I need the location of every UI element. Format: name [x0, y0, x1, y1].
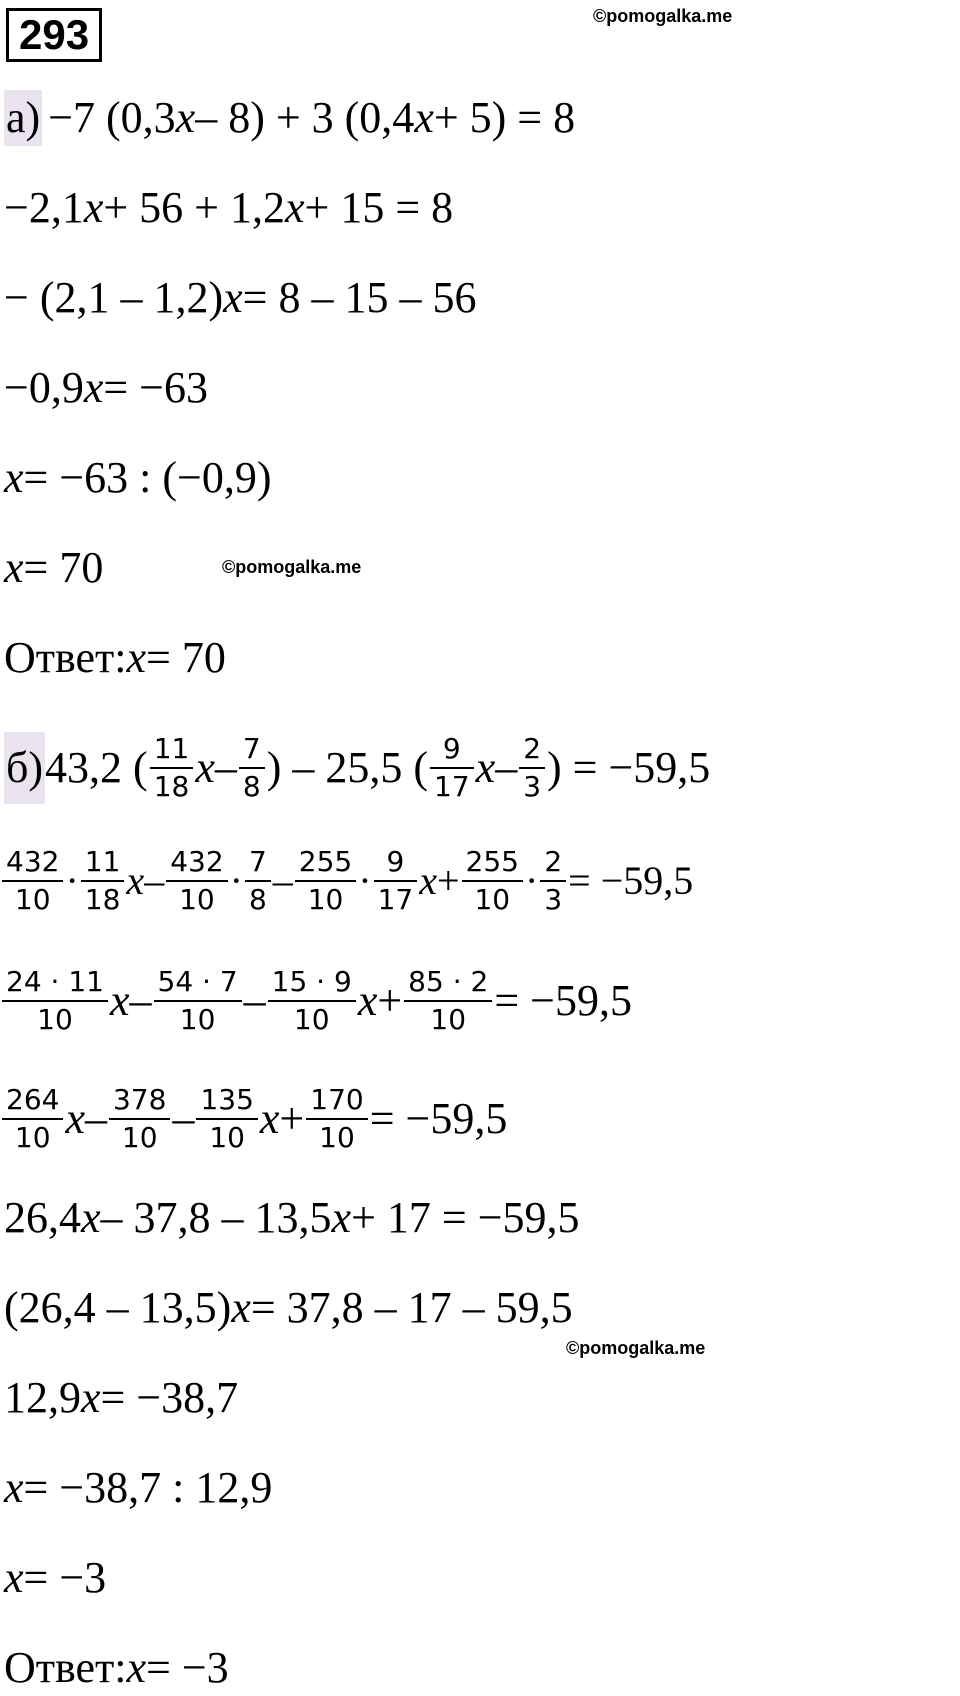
part-a-step-1: −2,1 x + 56 + 1,2 x + 15 = 8 — [4, 183, 454, 232]
fraction: $\frac{264}{10}$ — [4, 1084, 61, 1154]
part-b-step-1: $\frac{432}{10}$ · $\frac{11}{18}$ x – $\frac{432}{10}$ · $\frac{7}{8}$ – $\frac{255}{10}$ · $\frac{9}{17}$ x + $\frac{255}{10}$ · $\frac{2}{3}$ = −59,5 — [4, 846, 693, 916]
part-b-step-8: x = −3 — [4, 1553, 107, 1602]
fraction: $\frac{9}{17}$ — [376, 846, 416, 916]
fraction: $\frac{2}{3}$ — [542, 846, 564, 916]
part-b-step-2: $\frac{24 \cdot 11}{10}$ x – $\frac{54 \cdot 7}{10}$ – $\frac{15 \cdot 9}{10}$ x + $\frac{85 \cdot 2}{10}$ = −59,5 — [4, 966, 632, 1036]
part-b-answer: Ответ: x = −3 — [4, 1643, 229, 1692]
part-a-step-2: − (2,1 – 1,2) x = 8 – 15 – 56 — [4, 273, 477, 322]
fraction: $\frac{2}{3}$ — [521, 733, 543, 803]
fraction: $\frac{432}{10}$ — [4, 846, 61, 916]
watermark: ©pomogalka.me — [593, 6, 733, 26]
part-b-step-5: (26,4 – 13,5) x = 37,8 – 17 – 59,5 — [4, 1283, 573, 1332]
part-a-step-3: −0,9 x = −63 — [4, 363, 208, 412]
fraction: $\frac{135}{10}$ — [198, 1084, 255, 1154]
fraction: $\frac{432}{10}$ — [168, 846, 225, 916]
part-b-equation: б) 43,2 ( $\frac{11}{18}$ x – $\frac{7}{8}$ ) – 25,5 ( $\frac{9}{17}$ x – $\frac{2}{3}$ ) = −59,5 — [6, 732, 711, 803]
part-a-answer: Ответ: x = 70 — [4, 633, 226, 682]
part-b-step-4: 26,4 x – 37,8 – 13,5 x + 17 = −59,5 — [4, 1193, 580, 1242]
part-b-label: б) — [4, 732, 45, 804]
fraction: $\frac{11}{18}$ — [83, 846, 123, 916]
fraction: $\frac{170}{10}$ — [308, 1084, 365, 1154]
fraction: $\frac{255}{10}$ — [297, 846, 354, 916]
part-a-step-5: x = 70 — [4, 543, 104, 592]
part-a-equation: а) −7 (0,3 x – 8) + 3 (0,4 x + 5) = 8 — [4, 90, 575, 146]
fraction: $\frac{7}{8}$ — [241, 733, 263, 803]
part-b-step-3: $\frac{264}{10}$ x – $\frac{378}{10}$ – $\frac{135}{10}$ x + $\frac{170}{10}$ = −59,5 — [4, 1084, 507, 1154]
fraction: $\frac{85 \cdot 2}{10}$ — [406, 966, 490, 1036]
fraction: $\frac{255}{10}$ — [464, 846, 521, 916]
fraction: $\frac{9}{17}$ — [432, 733, 472, 803]
part-b-step-7: x = −38,7 : 12,9 — [4, 1463, 273, 1512]
watermark: ©pomogalka.me — [222, 557, 362, 577]
fraction: $\frac{378}{10}$ — [111, 1084, 168, 1154]
fraction: $\frac{7}{8}$ — [247, 846, 269, 916]
part-a-label: а) — [4, 90, 42, 146]
fraction: $\frac{24 \cdot 11}{10}$ — [4, 966, 106, 1036]
fraction: $\frac{54 \cdot 7}{10}$ — [156, 966, 240, 1036]
part-a-step-4: x = −63 : (−0,9) — [4, 453, 272, 502]
fraction: $\frac{11}{18}$ — [152, 733, 192, 803]
problem-number: 293 — [6, 8, 102, 62]
watermark: ©pomogalka.me — [566, 1338, 706, 1358]
fraction: $\frac{15 \cdot 9}{10}$ — [270, 966, 354, 1036]
part-b-step-6: 12,9 x = −38,7 — [4, 1373, 239, 1422]
